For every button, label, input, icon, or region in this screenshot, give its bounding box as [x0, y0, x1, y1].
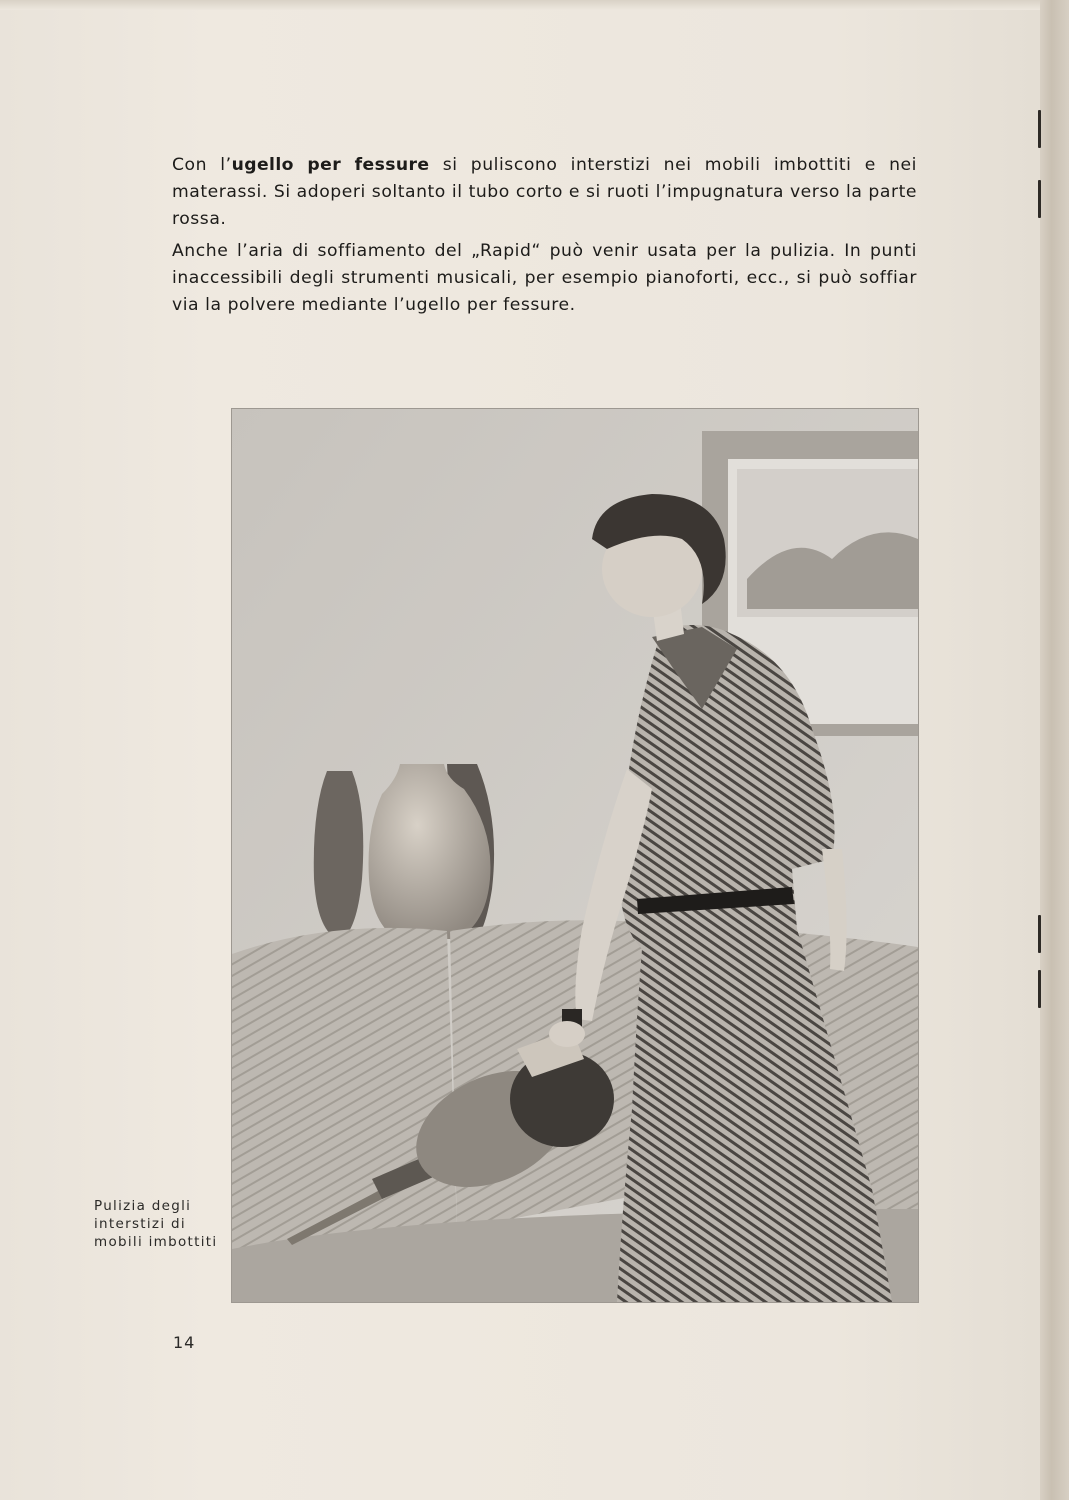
- page-top-edge: [0, 0, 1040, 10]
- photo-caption: [94, 1197, 224, 1251]
- caption-line-1: Pulizia degli: [94, 1198, 192, 1214]
- paragraph-1-rest: si puliscono interstizi nei mobili imbottiti e nei materassi. Si adoperi soltanto il tubo corto e si ruoti l’impugnatura verso la parte rossa.: [172, 155, 917, 229]
- paragraph-2: Anche l’aria di soffiamento del „Rapid“ può venir usata per la pulizia. In punti inaccessibili degli strumenti musicali, per esempio pianoforti, ecc., si può soffiar via la polvere mediante l’ugello per fessure.: [172, 241, 917, 315]
- paragraph-1: [172, 152, 917, 233]
- photo-illustration: [232, 409, 918, 1302]
- page-number: 14: [173, 1333, 196, 1352]
- staple-upper: [1038, 180, 1041, 218]
- paragraph-1-intro: Con l’: [172, 155, 232, 175]
- body-text: [172, 152, 917, 324]
- staple-top: [1038, 110, 1041, 148]
- staple-bottom: [1038, 970, 1041, 1008]
- caption-line-2: interstizi di: [94, 1216, 186, 1232]
- staple-lower: [1038, 915, 1041, 953]
- caption-line-3: mobili imbottiti: [94, 1234, 218, 1250]
- photo-woman-vacuuming-sofa: [232, 409, 918, 1302]
- paragraph-1-bold-term: ugello per fessure: [231, 155, 430, 175]
- next-page-edge: [1040, 0, 1069, 1500]
